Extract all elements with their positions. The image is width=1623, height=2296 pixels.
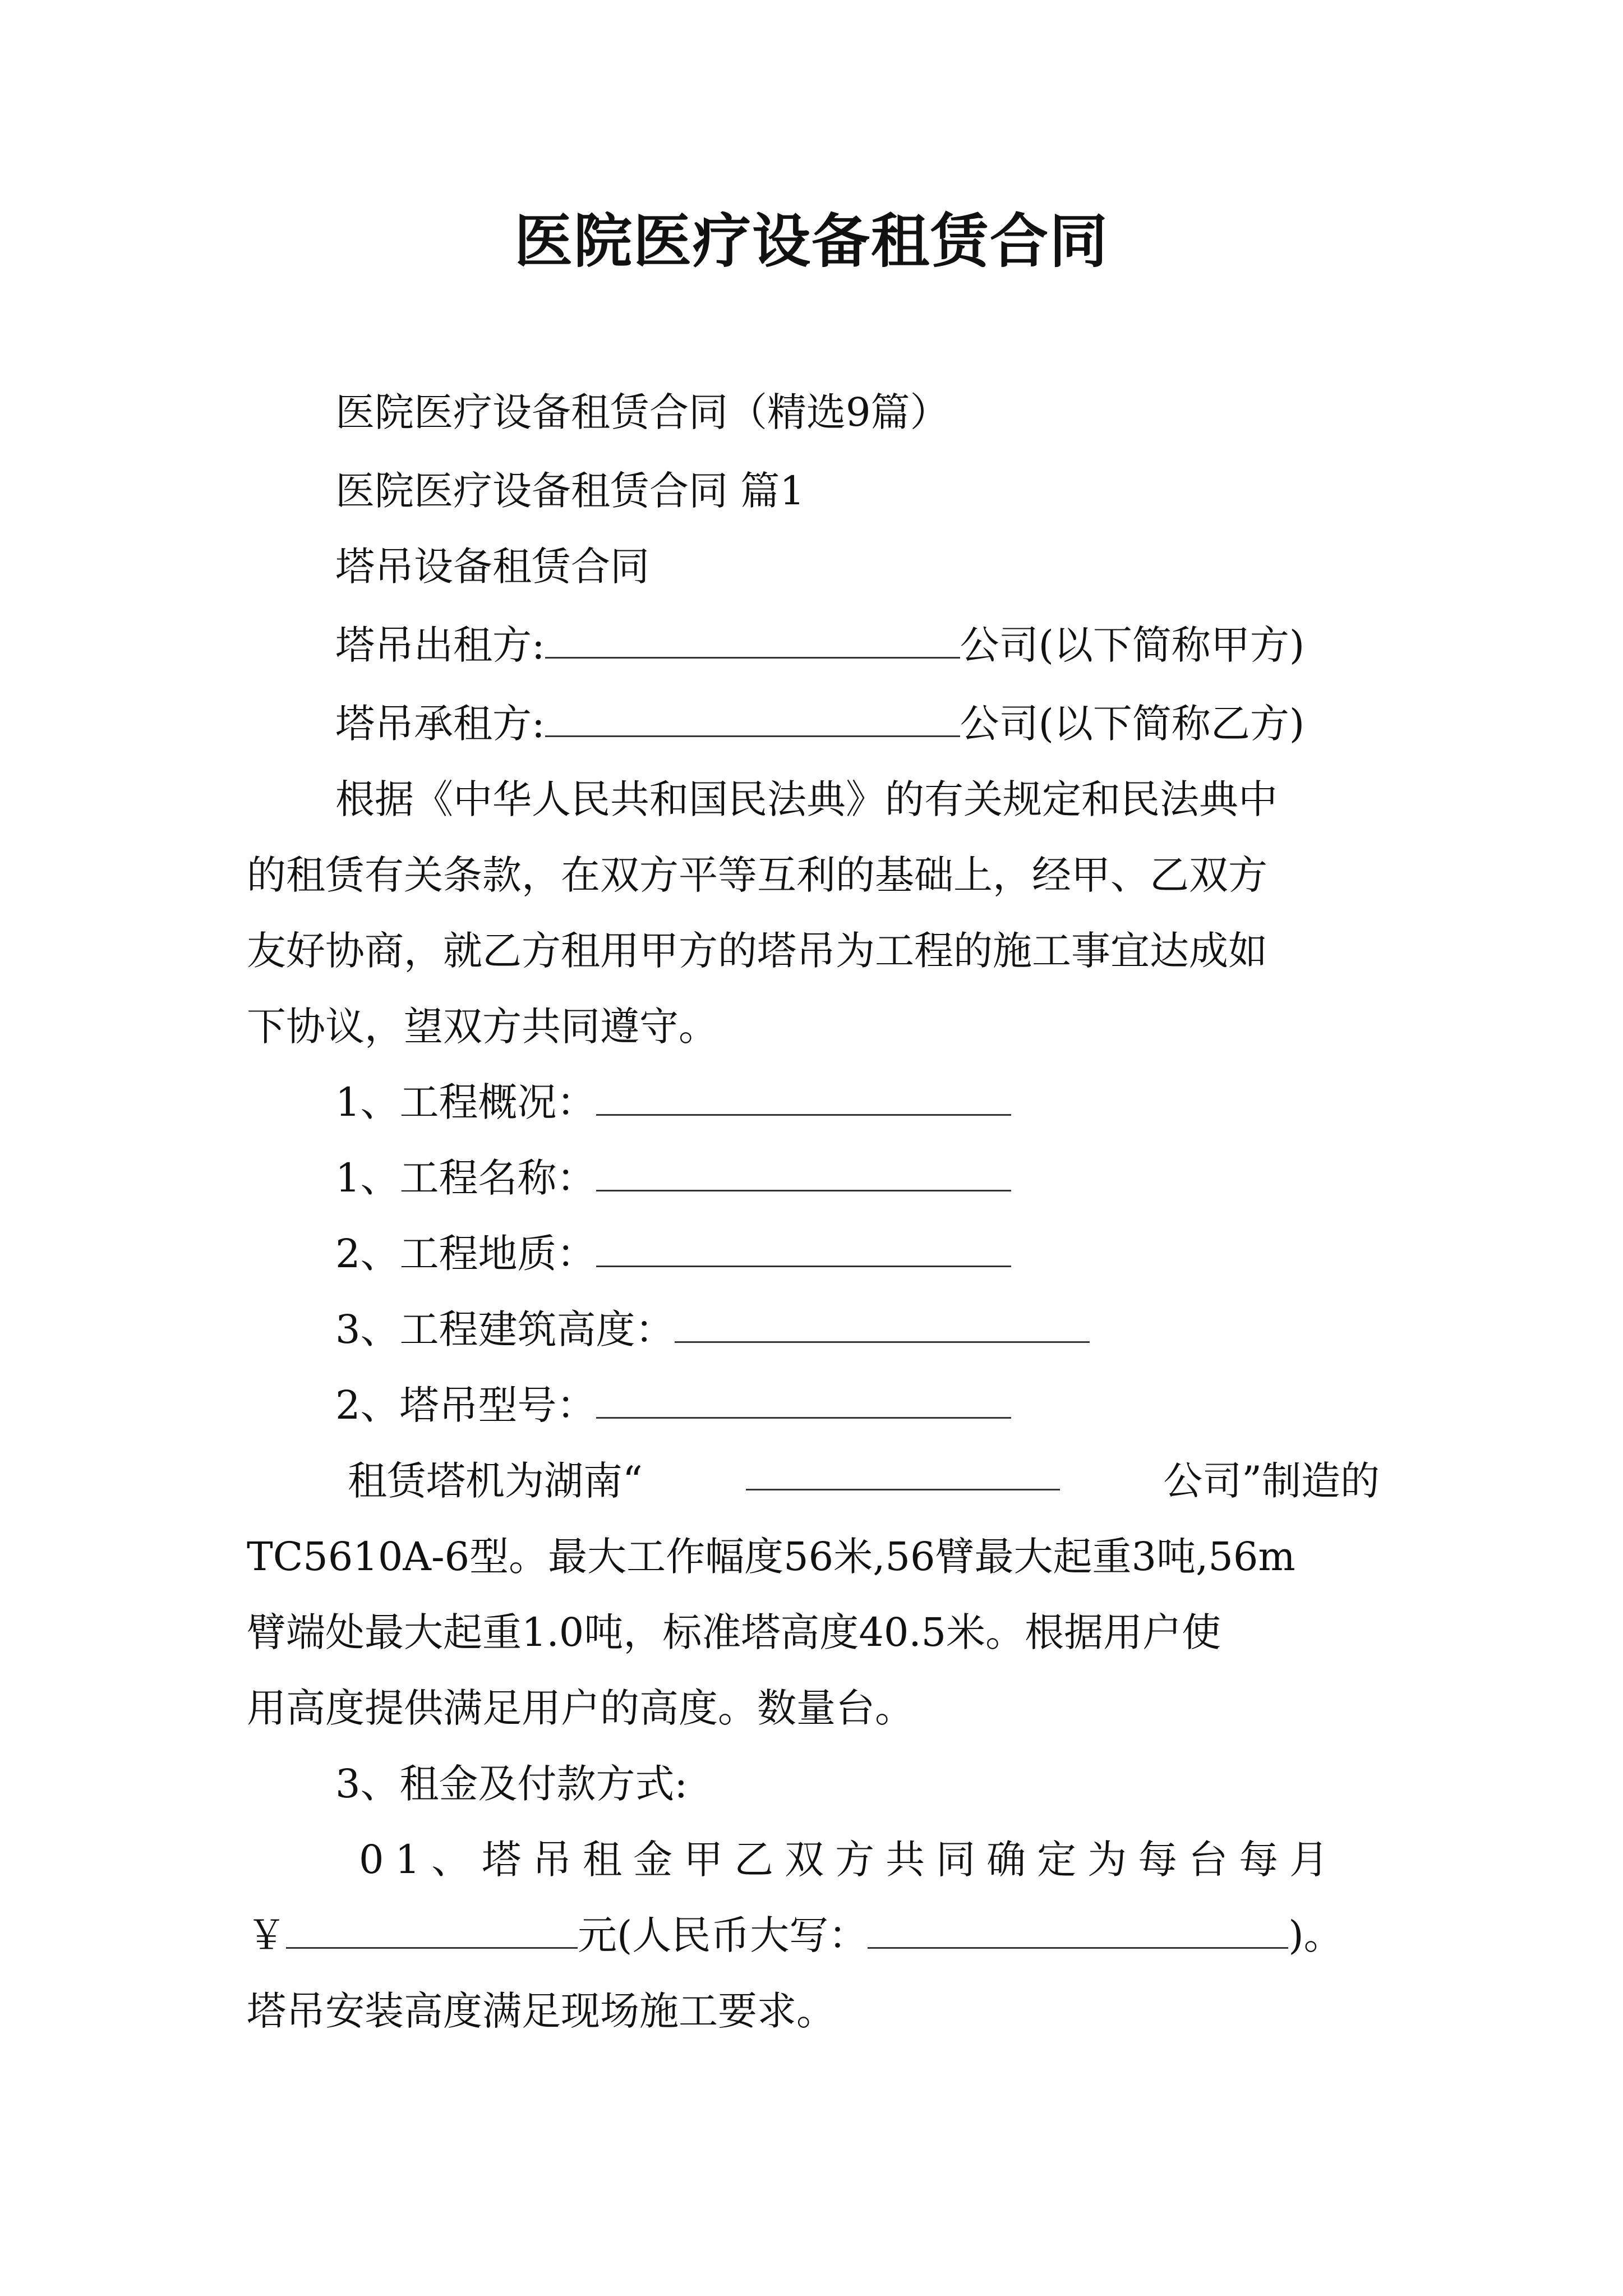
item-name <box>335 1150 1479 1206</box>
rent-currency: ￥ <box>247 1912 286 1958</box>
item-model-blank <box>596 1381 1011 1419</box>
rent-amount-blank <box>286 1911 578 1949</box>
item-model-label: 2、塔吊型号： <box>335 1382 596 1428</box>
contract-name: 塔吊设备租赁合同 <box>335 544 649 590</box>
lessor-suffix: 公司(以下简称甲方) <box>960 622 1305 668</box>
item-model <box>335 1377 1479 1433</box>
heading-selected: 医院医疗设备租赁合同（精选9篇） <box>335 389 949 435</box>
lessor-blank <box>545 621 960 659</box>
heading-part: 医院医疗设备租赁合同 篇1 <box>335 468 805 514</box>
spec-line-3: 臂端处最大起重1.0吨，标准塔高度40.5米。根据用户使 <box>247 1609 1221 1655</box>
document-title: 医院医疗设备租赁合同 <box>514 206 1109 275</box>
item-geology-blank <box>596 1230 1011 1267</box>
lessee-line <box>335 696 1479 752</box>
rent-line-1: 01、塔吊租金甲乙双方共同确定为每台每月 <box>359 1837 1340 1883</box>
item-rent: 3、租金及付款方式: <box>335 1761 688 1807</box>
intro-line-2: 的租赁有关条款，在双方平等互利的基础上，经甲、乙双方 <box>247 852 1267 898</box>
item-geology-label: 2、工程地质： <box>335 1231 596 1277</box>
spec-line-1-prefix: 租赁塔机为湖南“ <box>348 1458 643 1504</box>
lessee-blank <box>545 700 960 737</box>
item-geology <box>335 1226 1479 1282</box>
spec-line-1-suffix: 公司”制造的 <box>1163 1458 1380 1504</box>
rent-uppercase-blank <box>868 1911 1288 1949</box>
lessee-suffix: 公司(以下简称乙方) <box>960 701 1305 747</box>
lessee-label: 塔吊承租方: <box>335 701 545 747</box>
intro-line-4: 下协议，望双方共同遵守。 <box>247 1004 718 1050</box>
item-name-blank <box>596 1154 1011 1191</box>
spec-line-1 <box>348 1453 1380 1509</box>
item-height-label: 3、工程建筑高度： <box>335 1306 675 1352</box>
item-height <box>335 1301 1479 1358</box>
rent-line-2-mid: 元(人民币大写： <box>578 1912 868 1958</box>
item-overview <box>335 1074 1479 1130</box>
rent-line-3: 塔吊安装高度满足现场施工要求。 <box>247 1988 836 2034</box>
lessor-line <box>335 617 1479 673</box>
item-overview-label: 1、工程概况： <box>335 1079 596 1125</box>
spec-manufacturer-blank <box>746 1453 1060 1490</box>
item-overview-blank <box>596 1078 1011 1116</box>
item-height-blank <box>675 1305 1090 1343</box>
intro-line-1: 根据《中华人民共和国民法典》的有关规定和民法典中 <box>335 776 1278 822</box>
item-name-label: 1、工程名称： <box>335 1155 596 1201</box>
rent-line-2 <box>247 1907 1391 1963</box>
lessor-label: 塔吊出租方: <box>335 622 545 668</box>
spec-line-4: 用高度提供满足用户的高度。数量台。 <box>247 1685 914 1731</box>
rent-line-2-suffix: )。 <box>1288 1912 1343 1958</box>
spec-line-2: TC5610A-6型。最大工作幅度56米,56臂最大起重3吨,56m <box>247 1534 1295 1580</box>
intro-line-3: 友好协商，就乙方租用甲方的塔吊为工程的施工事宜达成如 <box>247 928 1267 974</box>
